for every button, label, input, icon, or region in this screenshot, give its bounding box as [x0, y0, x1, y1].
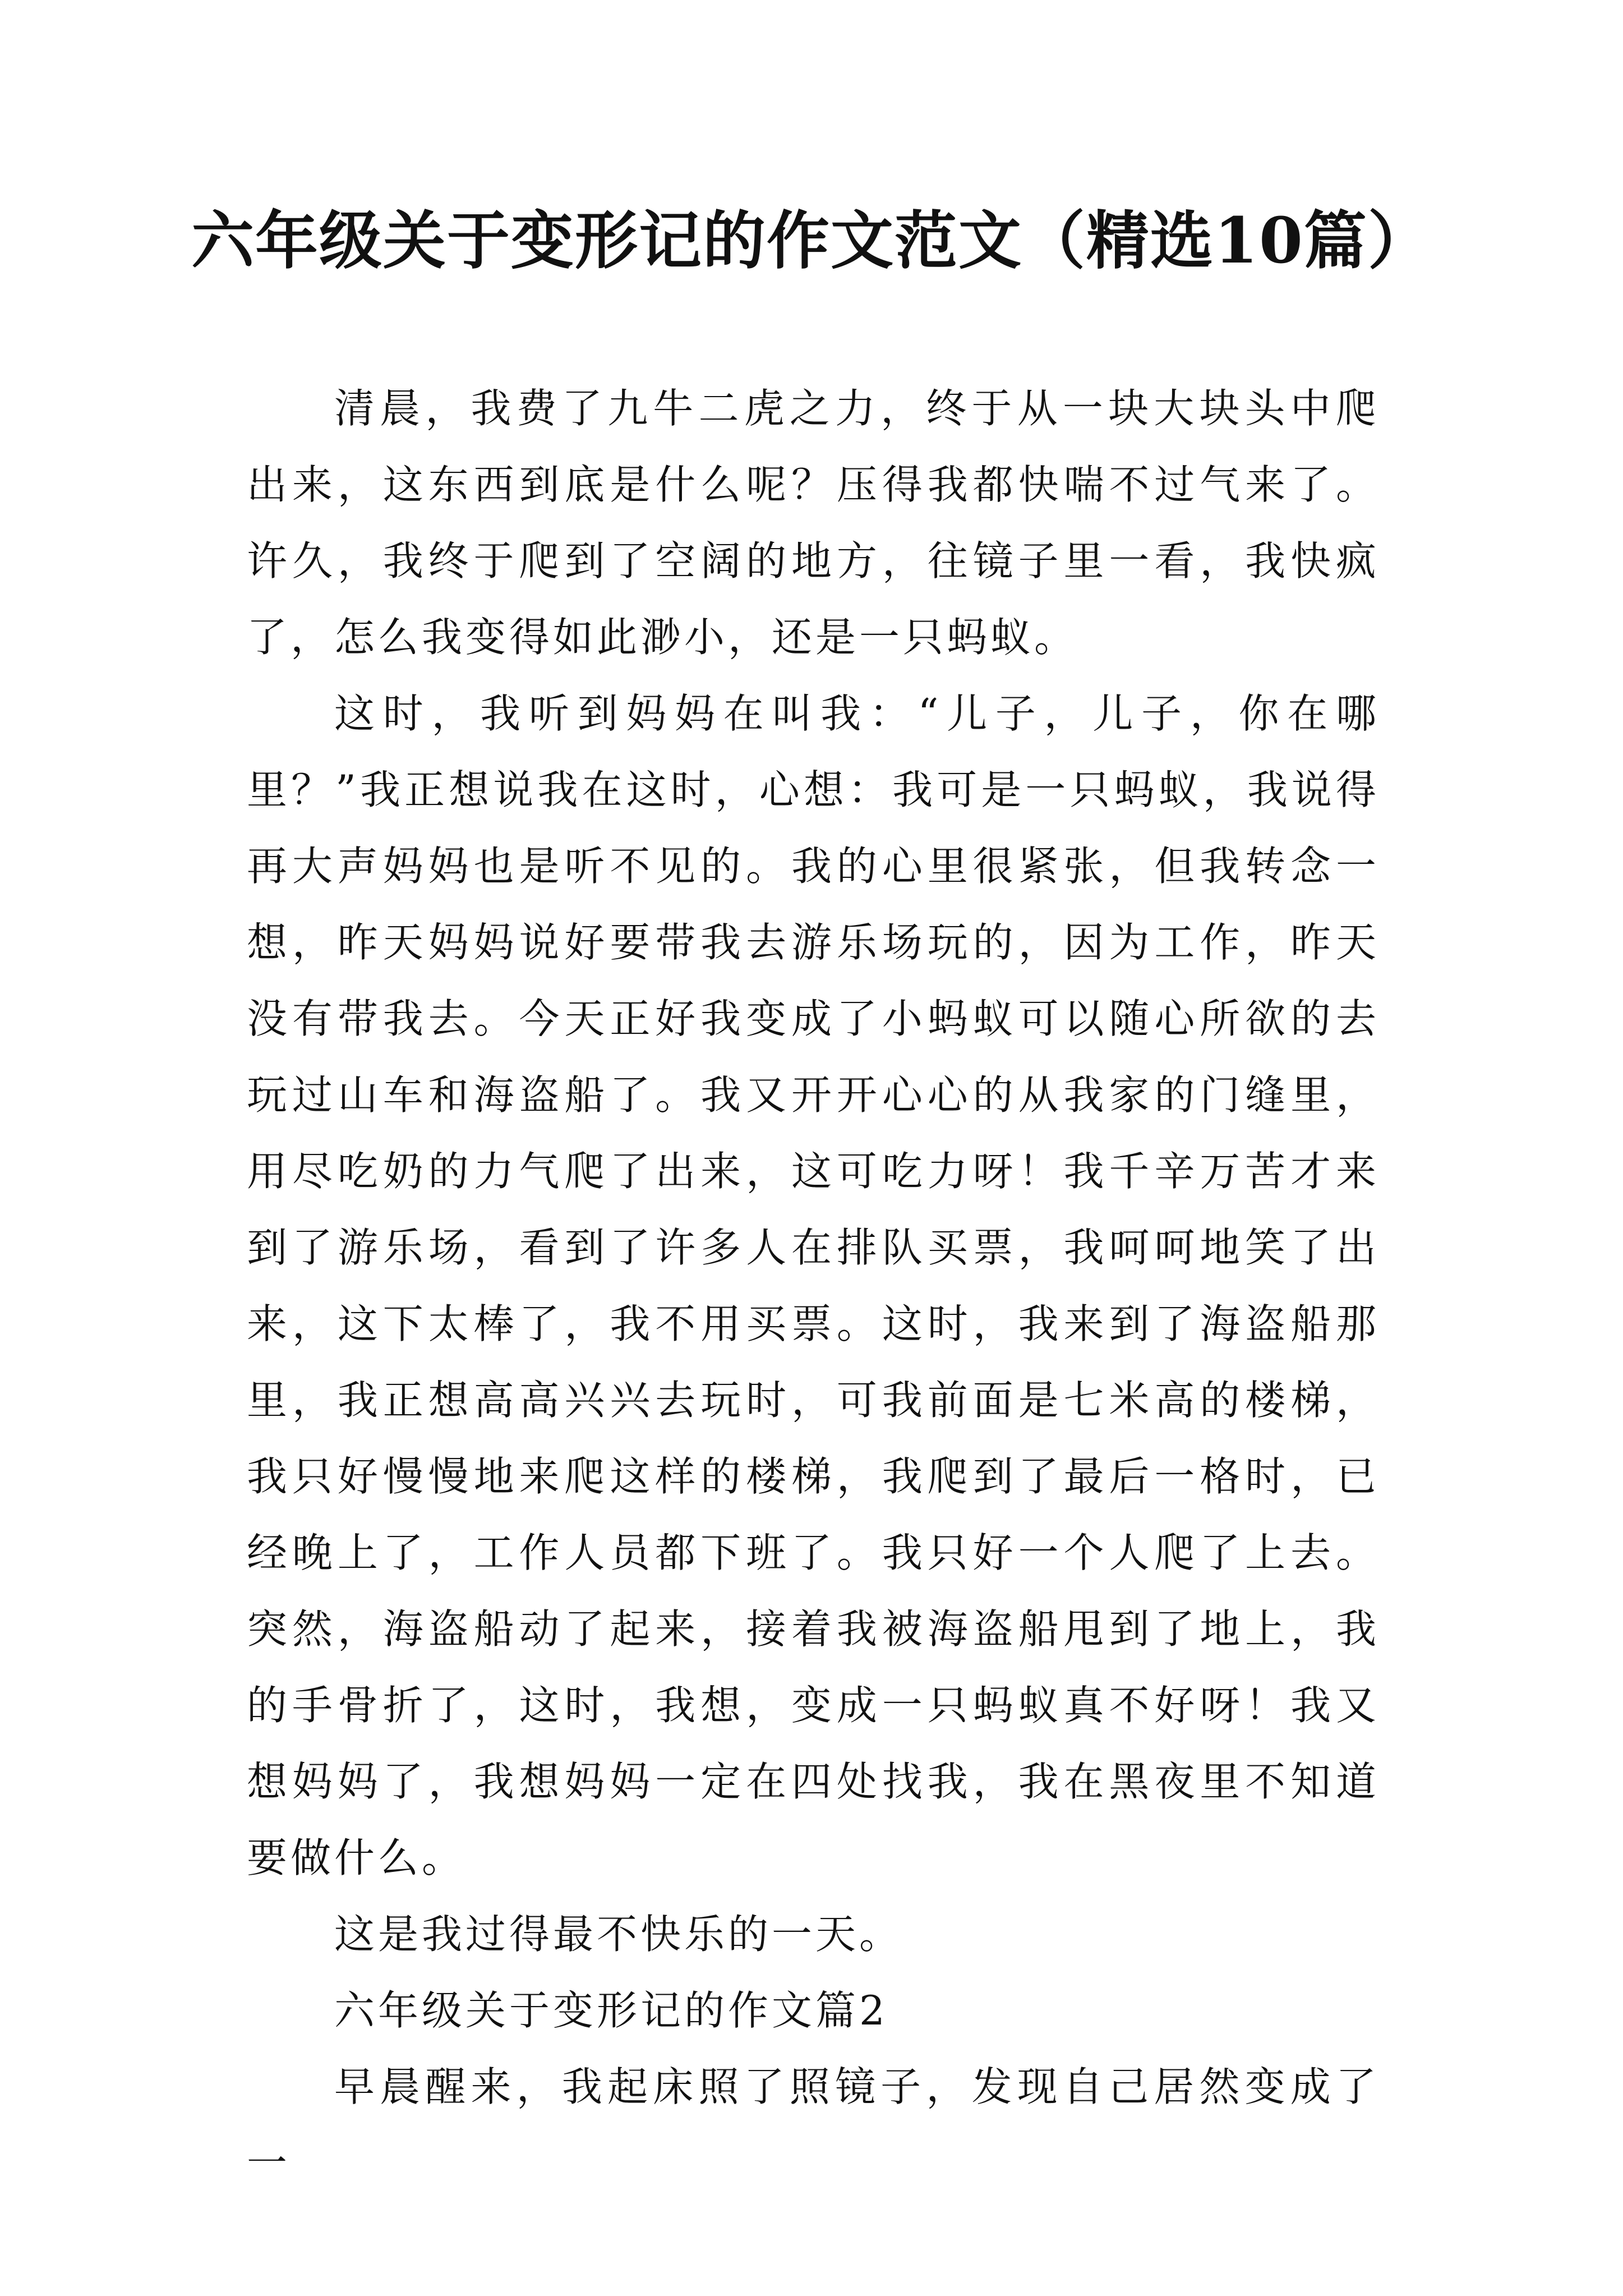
paragraph: 这是我过得最不快乐的一天。	[334, 1911, 903, 1958]
section-heading: 六年级关于变形记的作文篇2	[334, 1987, 888, 2034]
document-body	[247, 370, 1380, 2201]
paragraph: 清晨，我费了九牛二虎之力，终于从一块大块头中爬出来，这东西到底是什么呢？压得我都快喘不过气来了。许久，我终于爬到了空阔的地方，往镜子里一看，我快疯了，怎么我变得如此渺小，还是一只蚂蚁。	[247, 385, 1380, 661]
paragraph: 早晨醒来，我起床照了照镜子，发现自己居然变成了一	[247, 2063, 1380, 2187]
paragraph: 这时，我听到妈妈在叫我：“儿子，儿子，你在哪里？”我正想说我在这时，心想：我可是一只蚂蚁，我说得再大声妈妈也是听不见的。我的心里很紧张，但我转念一想，昨天妈妈说好要带我去游乐场玩的，因为工作，昨天没有带我去。今天正好我变成了小蚂蚁可以随心所欲的去玩过山车和海盗船了。我又开开心心的从我家的门缝里，用尽吃奶的力气爬了出来，这可吃力呀！我千辛万苦才来到了游乐场，看到了许多人在排队买票，我呵呵地笑了出来，这下太棒了，我不用买票。这时，我来到了海盗船那里，我正想高高兴兴去玩时，可我前面是七米高的楼梯，我只好慢慢地来爬这样的楼梯，我爬到了最后一格时，已经晚上了，工作人员都下班了。我只好一个人爬了上去。突然，海盗船动了起来，接着我被海盗船甩到了地上，我的手骨折了，这时，我想，变成一只蚂蚁真不好呀！我又想妈妈了，我想妈妈一定在四处找我，我在黑夜里不知道要做什么。	[247, 690, 1380, 1881]
document-title: 六年级关于变形记的作文范文（精选10篇）	[191, 204, 1432, 278]
